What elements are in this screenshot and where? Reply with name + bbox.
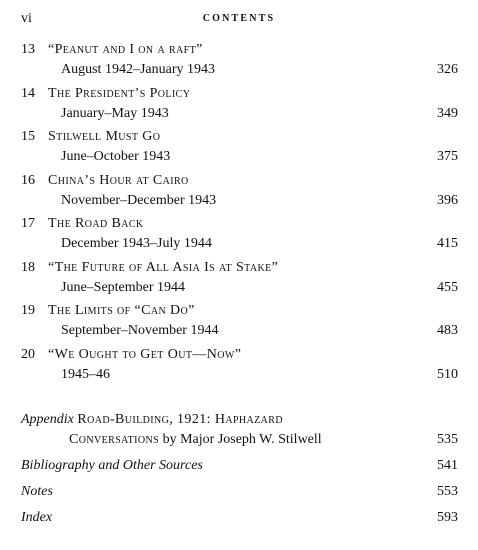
appendix-label: Appendix (21, 412, 74, 427)
running-title: CONTENTS (202, 13, 276, 24)
chapter-number: 20 (21, 347, 35, 362)
chapter-dates: December 1943–July 1944 (61, 236, 212, 251)
chapter-page: 483 (437, 323, 458, 338)
toc-entry (0, 42, 478, 82)
toc-entry (0, 86, 478, 126)
toc-entry (0, 173, 478, 213)
chapter-dates: September–November 1944 (61, 323, 219, 338)
back-matter-page: 553 (437, 484, 458, 499)
chapter-page: 326 (437, 62, 458, 77)
back-matter-label: Bibliography and Other Sources (21, 458, 203, 473)
appendix-line (21, 412, 283, 428)
chapter-title: “Peanut and I on a raft” (48, 42, 203, 57)
chapter-dates: November–December 1943 (61, 193, 217, 208)
chapter-number: 14 (21, 86, 35, 101)
back-matter-page: 593 (437, 510, 458, 525)
chapter-dates: June–September 1944 (61, 280, 186, 295)
toc-entry (0, 129, 478, 169)
chapter-title: The Limits of “Can Do” (48, 303, 195, 318)
chapter-dates: August 1942–January 1943 (61, 62, 215, 77)
toc-entry (0, 347, 478, 387)
chapter-page: 455 (437, 280, 458, 295)
toc-entry (0, 216, 478, 256)
chapter-title: The Road Back (48, 216, 144, 231)
chapter-dates: 1945–46 (61, 367, 110, 382)
appendix-byline: by Major Joseph W. Stilwell (162, 432, 322, 447)
chapter-page: 349 (437, 106, 458, 121)
toc-entry (0, 303, 478, 343)
chapter-page: 375 (437, 149, 458, 164)
back-matter-label: Notes (21, 484, 53, 499)
chapter-number: 19 (21, 303, 35, 318)
page-number: vi (21, 11, 32, 26)
chapter-number: 18 (21, 260, 35, 275)
chapter-title: The President’s Policy (48, 86, 191, 101)
chapter-page: 510 (437, 367, 458, 382)
chapter-title: “The Future of All Asia Is at Stake” (48, 260, 279, 275)
back-matter-label: Index (21, 510, 53, 525)
appendix-title-continued: Conversations (69, 432, 160, 447)
chapter-page: 415 (437, 236, 458, 251)
chapter-title: “We Ought to Get Out—Now” (48, 347, 242, 362)
appendix-title: Road-Building, 1921: Haphazard (77, 412, 283, 427)
chapter-title: Stilwell Must Go (48, 129, 161, 144)
back-matter-page: 541 (437, 458, 458, 473)
chapter-dates: June–October 1943 (61, 149, 171, 164)
chapter-dates: January–May 1943 (61, 106, 169, 121)
appendix-subtitle-line (69, 432, 322, 448)
chapter-number: 13 (21, 42, 35, 57)
chapter-number: 16 (21, 173, 35, 188)
chapter-number: 15 (21, 129, 35, 144)
toc-entry (0, 260, 478, 300)
chapter-title: China’s Hour at Cairo (48, 173, 189, 188)
appendix-page: 535 (437, 432, 458, 447)
chapter-page: 396 (437, 193, 458, 208)
chapter-number: 17 (21, 216, 35, 231)
